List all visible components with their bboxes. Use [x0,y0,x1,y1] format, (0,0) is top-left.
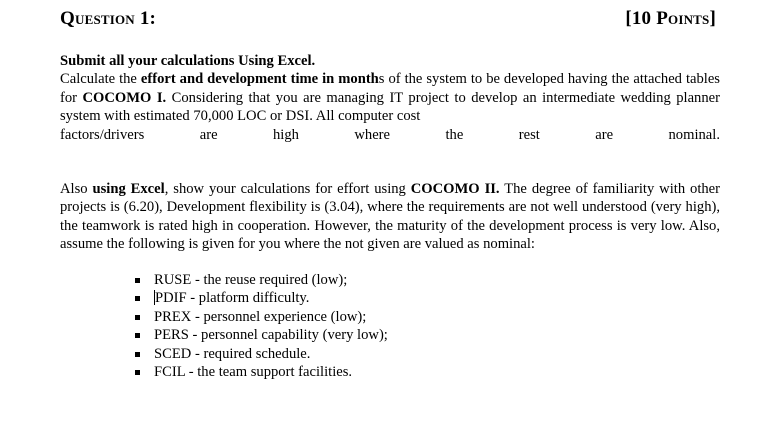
part1-run-bold: effort and development time in month [140,71,379,88]
part1-paragraph [60,52,720,144]
submit-instruction: Submit all your calculations Using Excel. [60,53,316,69]
list-item [133,271,388,289]
question-points: [10 Points] [625,8,716,29]
list-item-text: SCED - required schedule. [154,345,311,362]
list-item [133,289,388,307]
list-item [133,345,388,363]
list-item-text: PREX - personnel experience (low); [154,308,367,325]
cost-driver-list [133,271,388,381]
part1-run: Calculate the [60,71,141,88]
question-heading [60,8,716,30]
part2-run: , show your calculations for effort using [164,181,411,197]
part1-run: s of the system to be developed having the attached tables for [60,71,720,106]
part1-body [60,70,720,125]
part1-run-bold: COCOMO I. [82,89,167,106]
part2-run-bold: COCOMO II. [410,181,500,197]
list-item [133,326,388,344]
part2-run: The degree of familiarity with other projects is (6.20), Development flexibility is (3.04), where the requirements are not well understood (very high), the teamwork is rated high in cooperation. However, the maturity of the development process is very low. Also, assume the following is given for you where the not given are valued as nominal: [60,181,721,253]
list-item-text: PERS - personnel capability (very low); [154,327,388,344]
question-title: Question 1: [60,8,157,29]
list-item [133,308,388,326]
list-item [133,363,388,381]
part2-run: Also [60,181,93,197]
list-item-text: RUSE - the reuse required (low); [154,272,348,288]
part1-last-line: factors/drivers are high where the rest are nominal. [60,126,720,143]
part2-paragraph [60,180,720,254]
list-item-text: PDIF - platform difficulty. [155,290,310,307]
list-item-text: FCIL - the team support facilities. [154,364,353,381]
part2-run-bold: using Excel [92,181,165,197]
part1-run: Considering that you are managing IT project to develop an intermediate wedding planner system with estimated 70,000 LOC or DSI. All computer cost [60,89,720,125]
